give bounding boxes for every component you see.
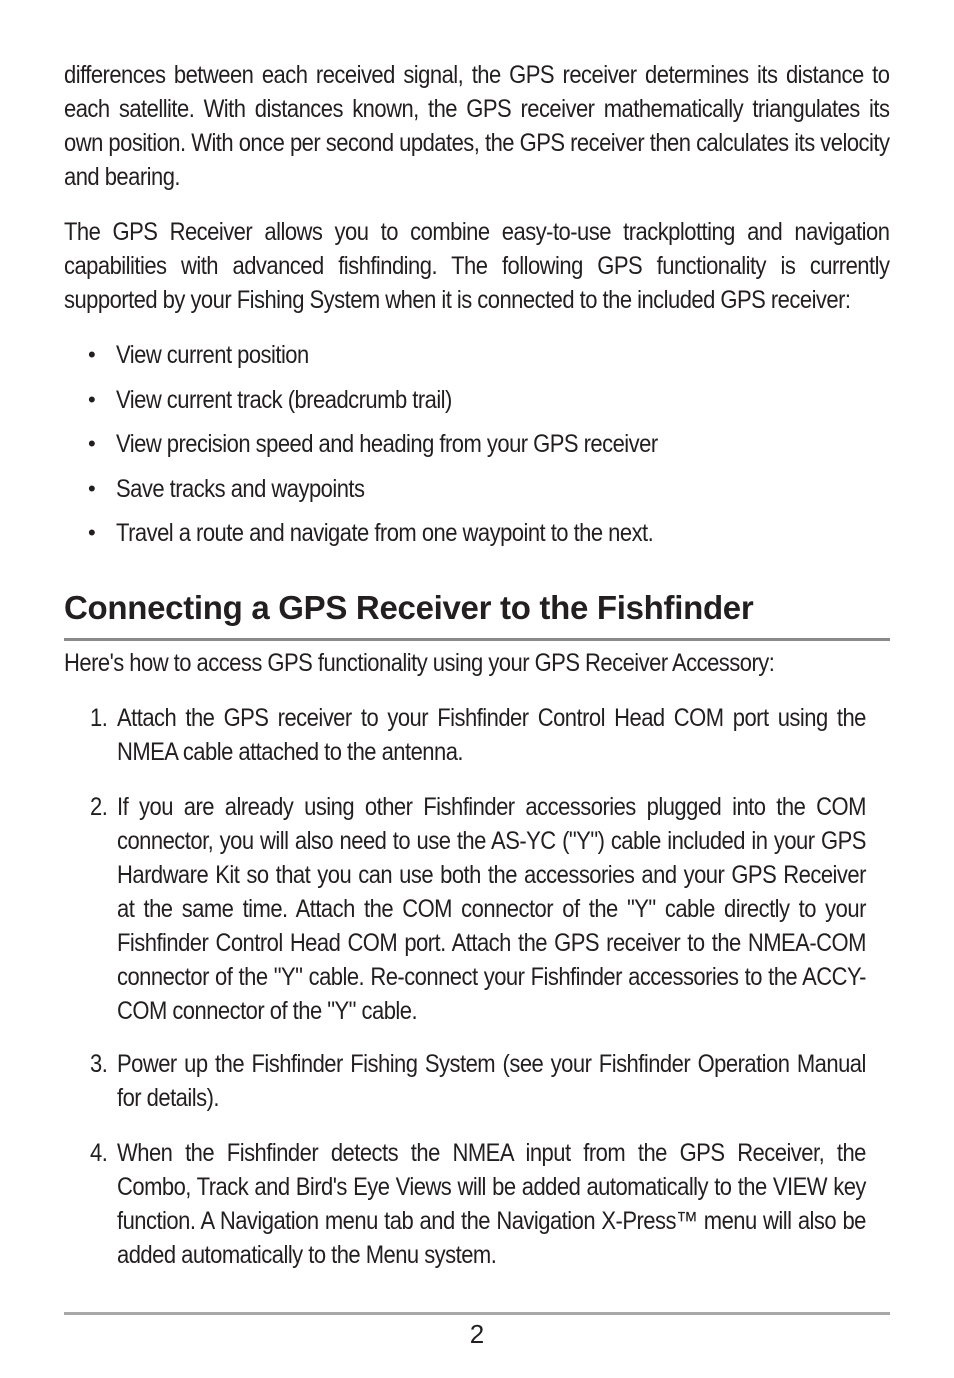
step-text: Power up the Fishfinder Fishing System (see your Fishfinder Operation Manual for details). [117, 1050, 866, 1112]
step-text: Attach the GPS receiver to your Fishfinder Control Head COM port using the NMEA cable attached to the antenna. [117, 704, 866, 766]
bullet-icon: • [88, 520, 96, 545]
step-number: 1. [90, 704, 108, 732]
bullet-icon: • [88, 342, 96, 367]
body-paragraph: differences between each received signal, the GPS receiver determines its distance to each satellite. With distances known, the GPS receiver mathematically triangulates its own position. With once per second updates, the GPS receiver then calculates its velocity and bearing. [64, 61, 890, 191]
heading-divider [64, 638, 890, 641]
section-heading: Connecting a GPS Receiver to the Fishfinder [64, 589, 754, 626]
list-item-text: Save tracks and waypoints [116, 474, 365, 503]
footer-divider [64, 1312, 890, 1315]
bullet-icon: • [88, 386, 96, 412]
list-item-text: View current position [116, 341, 309, 369]
step-number: 4. [90, 1139, 108, 1167]
bullet-icon: • [88, 475, 96, 501]
bullet-icon: • [88, 431, 96, 456]
step-text: When the Fishfinder detects the NMEA input from the GPS Receiver, the Combo, Track and Bird's Eye Views will be added automatically to the VIEW key function. A Navigation menu tab and the Navigation X-Press™ menu will also be added automatically to the Menu system. [117, 1139, 866, 1269]
page-number: 2 [469, 1319, 485, 1349]
list-item-text: Travel a route and navigate from one waypoint to the next. [116, 519, 654, 547]
step-number: 3. [90, 1050, 108, 1078]
list-item-text: View current track (breadcrumb trail) [116, 385, 452, 414]
step-text: If you are already using other Fishfinder accessories plugged into the COM connector, you will also need to use the AS-YC ("Y") cable included in your GPS Hardware Kit so that you can use both the accessories and your GPS Receiver at the same time. Attach the COM connector of the "Y" cable directly to your Fishfinder Control Head COM port. Attach the GPS receiver to the NMEA-COM connector of the "Y" cable. Re-connect your Fishfinder accessories to the ACCY-COM connector of the "Y" cable. [117, 793, 866, 1025]
list-item-text: View precision speed and heading from your GPS receiver [116, 430, 658, 458]
section-intro: Here's how to access GPS functionality using your GPS Receiver Accessory: [64, 649, 775, 677]
step-number: 2. [90, 793, 108, 821]
body-paragraph: The GPS Receiver allows you to combine easy-to-use trackplotting and navigation capabilities with advanced fishfinding. The following GPS functionality is currently supported by your Fishing System when it is connected to the included GPS receiver: [64, 218, 890, 314]
